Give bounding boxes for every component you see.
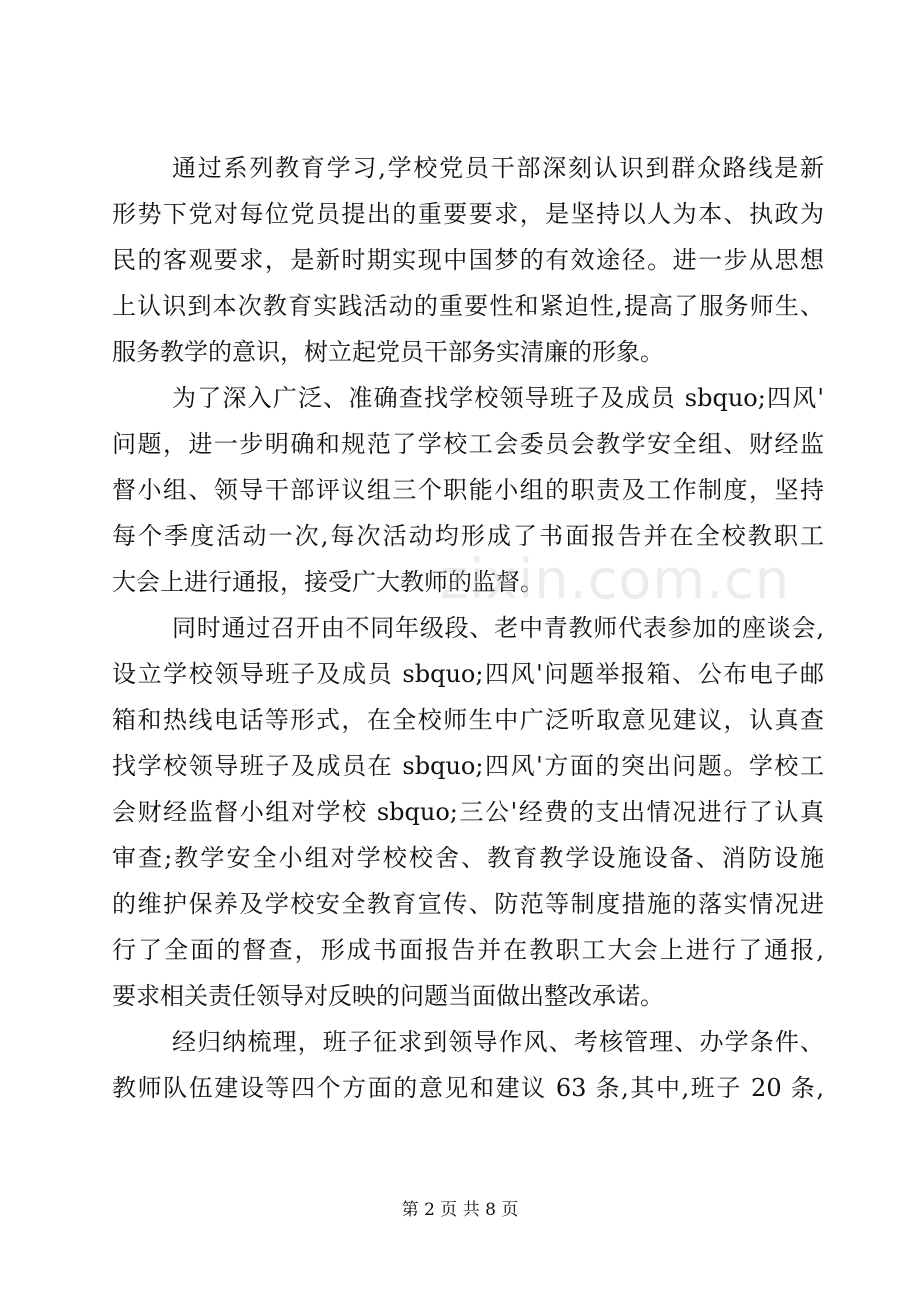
text-line: 同时通过召开由不同年级段、老中青教师代表参加的座谈会,	[172, 614, 824, 642]
text-line: 审查;教学安全小组对学校校舍、教育教学设施设备、消防设施	[112, 844, 824, 872]
text-line: 问题，进一步明确和规范了学校工会委员会教学安全组、财经监	[112, 430, 824, 458]
text-line: 督小组、领导干部评议组三个职能小组的职责及工作制度，坚持	[112, 476, 824, 504]
text-line: 行了全面的督查，形成书面报告并在教职工大会上进行了通报,	[112, 936, 824, 964]
text-line: 设立学校领导班子及成员 sbquo;四风'问题举报箱、公布电子邮	[112, 660, 824, 688]
text-line: 服务教学的意识，树立起党员干部务实清廉的形象。	[112, 338, 664, 366]
text-line: 上认识到本次教育实践活动的重要性和紧迫性,提高了服务师生、	[112, 292, 824, 320]
paragraph	[112, 145, 824, 375]
text-line: 每个季度活动一次,每次活动均形成了书面报告并在全校教职工	[112, 522, 824, 550]
text-line: 通过系列教育学习,学校党员干部深刻认识到群众路线是新	[172, 154, 824, 182]
paragraph	[112, 605, 824, 1019]
document-body	[112, 145, 824, 1111]
text-line: 找学校领导班子及成员在 sbquo;四风'方面的突出问题。学校工	[112, 752, 824, 780]
text-line: 形势下党对每位党员提出的重要要求，是坚持以人为本、执政为	[112, 200, 824, 228]
text-line: 经归纳梳理，班子征求到领导作风、考核管理、办学条件、	[172, 1028, 824, 1056]
text-line: 民的客观要求，是新时期实现中国梦的有效途径。进一步从思想	[112, 246, 824, 274]
text-line: 为了深入广泛、准确查找学校领导班子及成员 sbquo;四风'	[172, 384, 824, 412]
text-line: 会财经监督小组对学校 sbquo;三公'经费的支出情况进行了认真	[112, 798, 824, 826]
page-number-footer: 第 2 页 共 8 页	[401, 1200, 519, 1220]
watermark: zixin.com.cn	[440, 548, 791, 611]
paragraph	[112, 1019, 824, 1111]
text-line: 箱和热线电话等形式，在全校师生中广泛听取意见建议，认真查	[112, 706, 824, 734]
text-line: 的维护保养及学校安全教育宣传、防范等制度措施的落实情况进	[112, 890, 824, 918]
text-line: 大会上进行通报，接受广大教师的监督。	[112, 568, 544, 596]
text-line: 要求相关责任领导对反映的问题当面做出整改承诺。	[112, 982, 664, 1010]
text-line: 教师队伍建设等四个方面的意见和建议 63 条,其中,班子 20 条,	[112, 1074, 824, 1102]
